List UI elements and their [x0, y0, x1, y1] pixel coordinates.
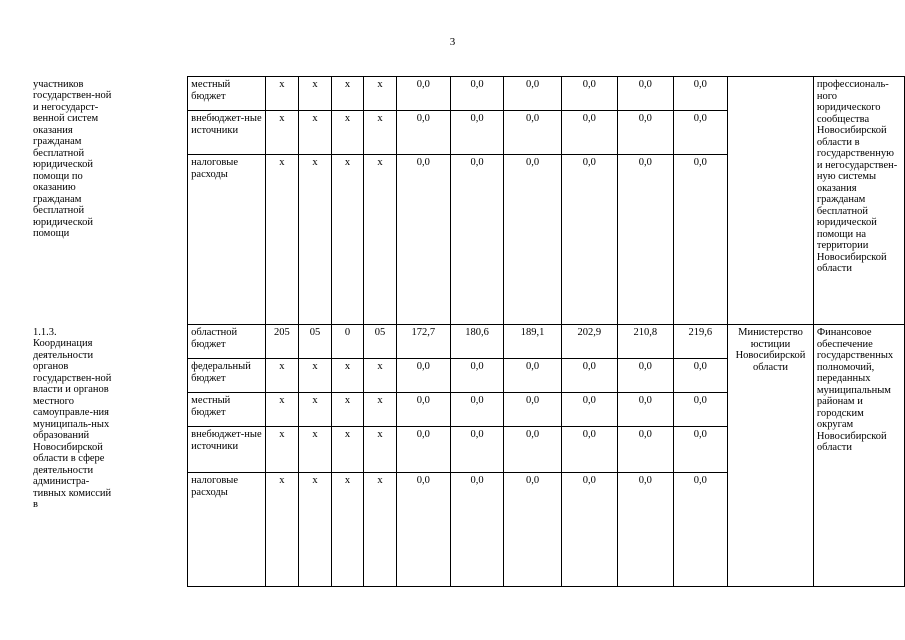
- code-cell: x: [331, 473, 363, 587]
- value-cell: 0,0: [396, 155, 450, 325]
- value-cell: 0,0: [673, 359, 728, 393]
- result-cell: профессиональ-ного юридического сообщества Новосибирской области в государственную и негосударствен-ную системы оказания гражданам бесплатной юридической помощи на территории Новосибирской области: [813, 77, 904, 325]
- code-cell: x: [331, 393, 363, 427]
- value-cell: 0,0: [561, 473, 617, 587]
- value-cell: 0,0: [396, 427, 450, 473]
- value-cell: 0,0: [450, 155, 504, 325]
- code-cell: 0: [331, 325, 363, 359]
- value-cell: 0,0: [396, 77, 450, 111]
- code-cell: x: [299, 111, 332, 155]
- value-cell: 0,0: [618, 359, 673, 393]
- activity-text: участников государствен-ной и негосударст-венной систем оказания гражданам бесплатной юридической помощи по оказанию гражданам бесплатной юридической помощи: [33, 78, 112, 239]
- value-cell: 189,1: [504, 325, 561, 359]
- code-cell: x: [364, 77, 397, 111]
- code-cell: x: [265, 427, 298, 473]
- activity-text: 1.1.3. Координация деятельности органов государствен-ной власти и органов местного самоуправле-ния муниципаль-ных образований Новосибирской области в сфере деятельности администра-тивных комиссий в: [33, 326, 112, 510]
- source-cell: внебюджет-ные источники: [188, 427, 265, 473]
- value-cell: 0,0: [450, 427, 504, 473]
- code-cell: x: [331, 155, 363, 325]
- code-cell: x: [265, 111, 298, 155]
- value-cell: 0,0: [504, 427, 561, 473]
- value-cell: 0,0: [504, 155, 561, 325]
- source-cell: местный бюджет: [188, 77, 265, 111]
- code-cell: 205: [265, 325, 298, 359]
- code-cell: x: [299, 393, 332, 427]
- value-cell: 172,7: [396, 325, 450, 359]
- table-row: [115, 77, 905, 111]
- value-cell: 0,0: [561, 393, 617, 427]
- value-cell: 0,0: [673, 77, 728, 111]
- budget-table: [33, 76, 905, 587]
- code-cell: 05: [364, 325, 397, 359]
- code-cell: x: [299, 77, 332, 111]
- value-cell: 0,0: [396, 111, 450, 155]
- value-cell: 0,0: [561, 111, 617, 155]
- value-cell: 0,0: [450, 359, 504, 393]
- source-cell: налоговые расходы: [188, 155, 265, 325]
- value-cell: 0,0: [561, 359, 617, 393]
- value-cell: 0,0: [618, 393, 673, 427]
- activity-cell: [33, 325, 188, 587]
- value-cell: 0,0: [450, 393, 504, 427]
- value-cell: 0,0: [504, 473, 561, 587]
- code-cell: x: [364, 427, 397, 473]
- code-cell: x: [364, 393, 397, 427]
- code-cell: x: [299, 359, 332, 393]
- performer-cell: [728, 77, 814, 325]
- code-cell: x: [299, 155, 332, 325]
- value-cell: 219,6: [673, 325, 728, 359]
- value-cell: 0,0: [504, 359, 561, 393]
- value-cell: 0,0: [450, 111, 504, 155]
- value-cell: 0,0: [673, 427, 728, 473]
- value-cell: 0,0: [396, 359, 450, 393]
- value-cell: 180,6: [450, 325, 504, 359]
- value-cell: 202,9: [561, 325, 617, 359]
- value-cell: 0,0: [450, 77, 504, 111]
- code-cell: x: [299, 473, 332, 587]
- code-cell: x: [299, 427, 332, 473]
- code-cell: x: [265, 473, 298, 587]
- value-cell: 0,0: [504, 111, 561, 155]
- value-cell: 0,0: [396, 393, 450, 427]
- code-cell: x: [265, 77, 298, 111]
- code-cell: x: [364, 359, 397, 393]
- code-cell: x: [265, 155, 298, 325]
- source-cell: федеральный бюджет: [188, 359, 265, 393]
- value-cell: 0,0: [673, 111, 728, 155]
- value-cell: 0,0: [450, 473, 504, 587]
- source-cell: налоговые расходы: [188, 473, 265, 587]
- value-cell: 0,0: [618, 77, 673, 111]
- value-cell: 0,0: [673, 155, 728, 325]
- value-cell: 0,0: [618, 111, 673, 155]
- result-cell: Финансовое обеспечение государственных полномочий, переданных муниципальным районам и городским округам Новосибирской области: [813, 325, 904, 587]
- value-cell: 0,0: [504, 393, 561, 427]
- value-cell: 0,0: [561, 155, 617, 325]
- value-cell: 0,0: [396, 473, 450, 587]
- value-cell: 0,0: [618, 427, 673, 473]
- source-cell: местный бюджет: [188, 393, 265, 427]
- code-cell: x: [265, 393, 298, 427]
- code-cell: x: [364, 473, 397, 587]
- page-number: 3: [449, 36, 456, 48]
- code-cell: x: [331, 359, 363, 393]
- code-cell: x: [364, 155, 397, 325]
- value-cell: 0,0: [561, 427, 617, 473]
- value-cell: 0,0: [561, 77, 617, 111]
- code-cell: 05: [299, 325, 332, 359]
- value-cell: 0,0: [618, 473, 673, 587]
- performer-cell: Министерство юстиции Новосибирской области: [728, 325, 814, 587]
- table-row: [115, 325, 905, 359]
- source-cell: областной бюджет: [188, 325, 265, 359]
- code-cell: x: [331, 427, 363, 473]
- activity-cell: [33, 77, 188, 325]
- code-cell: x: [331, 111, 363, 155]
- code-cell: x: [364, 111, 397, 155]
- value-cell: 0,0: [618, 155, 673, 325]
- code-cell: x: [331, 77, 363, 111]
- value-cell: 0,0: [673, 473, 728, 587]
- source-cell: внебюджет-ные источники: [188, 111, 265, 155]
- code-cell: x: [265, 359, 298, 393]
- value-cell: 0,0: [504, 77, 561, 111]
- value-cell: 0,0: [673, 393, 728, 427]
- value-cell: 210,8: [618, 325, 673, 359]
